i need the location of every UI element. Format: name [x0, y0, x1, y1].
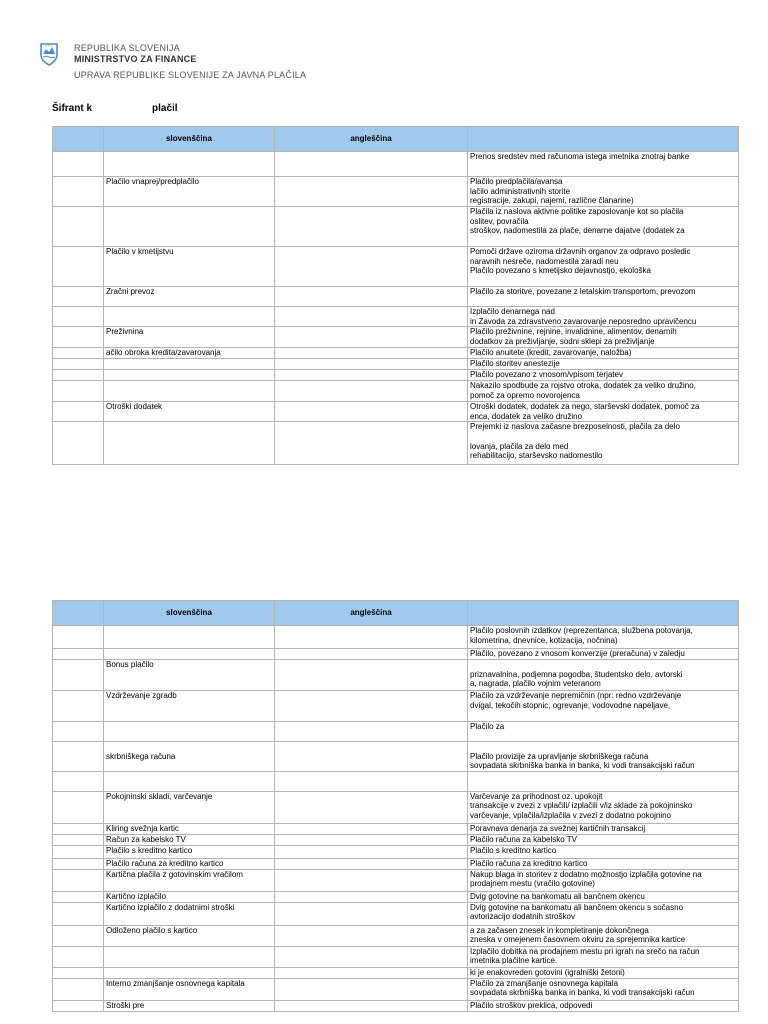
cell-code: [53, 967, 104, 978]
cell-english: [275, 381, 468, 402]
cell-description: Prejemki iz naslova začasne brezposelnosti, plačila za delo lovanja, plačila za delo med rehabilitacijo, starševsko nadomestilo: [468, 422, 739, 465]
cell-english: [275, 207, 468, 247]
cell-english: [275, 845, 468, 858]
cell-english: [275, 247, 468, 287]
cell-slovenian: skrbniškega računa: [104, 742, 275, 772]
cell-english: [275, 902, 468, 925]
cell-slovenian: Vzdrževanje zgradb: [104, 691, 275, 722]
cell-slovenian: Plačilo v kmetijstvu: [104, 247, 275, 287]
cell-english: [275, 422, 468, 465]
cell-slovenian: [104, 626, 275, 649]
cell-code: [53, 925, 104, 946]
cell-description: Plačilo za vzdrževanje nepremičnin (npr: redno vzdrževanje dvigal, tekočih stopnic, ogrevanje, vodovodne napeljave,: [468, 691, 739, 722]
cell-slovenian: Otroški dodatek: [104, 402, 275, 422]
cell-code: [53, 742, 104, 772]
header-cell-english: angleščina: [275, 601, 468, 626]
header-cell-english: angleščina: [275, 127, 468, 152]
cell-description: Plačilo računa za kreditno kartico: [468, 858, 739, 869]
cell-description: Prenos sredstev med računoma istega imetnika znotraj banke: [468, 152, 739, 177]
cell-description: Plačilo preživnine, rejnine, invalidnine, alimentov, denarnih dodatkov za preživljanje, sodni sklepi za preživljanje: [468, 327, 739, 348]
header-ministry: MINISTRSTVO ZA FINANCE: [74, 54, 197, 64]
code-table-2: [52, 600, 739, 1012]
cell-code: [53, 660, 104, 691]
cell-english: [275, 660, 468, 691]
cell-description: Plačilo anuitete (kredit, zavarovanje, naložba): [468, 348, 739, 359]
header-cell-code: [53, 127, 104, 152]
cell-code: [53, 722, 104, 742]
cell-code: [53, 823, 104, 834]
cell-description: Plačilo poslovnih izdatkov (reprezentanca, službena potovanja, kilometrina, dnevnice, kotizacija, nočnina): [468, 626, 739, 649]
cell-code: [53, 845, 104, 858]
cell-slovenian: [104, 370, 275, 381]
cell-description: Plačilo, povezano z vnosom konverzije (preračuna) v zaledju: [468, 649, 739, 660]
table-row: [53, 626, 739, 649]
cell-code: [53, 791, 104, 823]
cell-description: [468, 771, 739, 791]
page-title: [52, 103, 178, 114]
cell-code: [53, 348, 104, 359]
cell-code: [53, 978, 104, 1000]
header-country: REPUBLIKA SLOVENIJA: [74, 43, 180, 53]
cell-english: [275, 1000, 468, 1011]
cell-code: [53, 691, 104, 722]
cell-slovenian: Kartično izplačilo: [104, 891, 275, 902]
cell-english: [275, 327, 468, 348]
table-row: [53, 722, 739, 742]
cell-english: [275, 287, 468, 307]
cell-description: Poravnava denarja za svežnej kartičnih transakcij: [468, 823, 739, 834]
table-row: [53, 327, 739, 348]
code-table-1: [52, 126, 739, 465]
table-row: [53, 858, 739, 869]
cell-description: Dvig gotovine na bankomatu ali bančnem okencu: [468, 891, 739, 902]
table-row: [53, 381, 739, 402]
table-header-row: [53, 127, 739, 152]
cell-code: [53, 177, 104, 207]
table-header-row: [53, 601, 739, 626]
cell-code: [53, 359, 104, 370]
cell-code: [53, 626, 104, 649]
cell-slovenian: [104, 152, 275, 177]
cell-english: [275, 626, 468, 649]
table-row: [53, 742, 739, 772]
table-row: [53, 359, 739, 370]
cell-code: [53, 327, 104, 348]
cell-english: [275, 946, 468, 967]
cell-english: [275, 370, 468, 381]
cell-code: [53, 891, 104, 902]
table-row: [53, 902, 739, 925]
cell-code: [53, 946, 104, 967]
cell-english: [275, 978, 468, 1000]
cell-description: Dvig gotovine na bankomatu ali bančnem okencu s sočasno avtorizacijo dodatnih stroškov: [468, 902, 739, 925]
cell-english: [275, 722, 468, 742]
cell-slovenian: Zračni prevoz: [104, 287, 275, 307]
table-row: [53, 422, 739, 465]
cell-english: [275, 823, 468, 834]
letterhead: [40, 40, 340, 90]
cell-slovenian: [104, 722, 275, 742]
cell-slovenian: Plačilo računa za kreditno kartico: [104, 858, 275, 869]
cell-code: [53, 307, 104, 327]
cell-slovenian: [104, 381, 275, 402]
table-row: [53, 402, 739, 422]
header-cell-slovenian: slovenščina: [104, 601, 275, 626]
cell-english: [275, 891, 468, 902]
header-cell-code: [53, 601, 104, 626]
cell-description: Plačilo stroškov preklica, odpovedi: [468, 1000, 739, 1011]
cell-description: Plačilo za: [468, 722, 739, 742]
cell-slovenian: [104, 967, 275, 978]
table-row: [53, 177, 739, 207]
cell-slovenian: Stroški pre: [104, 1000, 275, 1011]
table-row: [53, 834, 739, 845]
cell-english: [275, 348, 468, 359]
cell-slovenian: ačilo obroka kredita/zavarovanja: [104, 348, 275, 359]
cell-english: [275, 869, 468, 891]
cell-slovenian: [104, 207, 275, 247]
cell-description: Plačilo storitev anestezije: [468, 359, 739, 370]
cell-description: a za začasen znesek in kompletiranje dokončnega zneska v omejenem časovnem okviru za sprejemnika kartice: [468, 925, 739, 946]
cell-slovenian: Pokojninski skladi, varčevanje: [104, 791, 275, 823]
table-row: [53, 823, 739, 834]
header-cell-description: [468, 601, 739, 626]
cell-english: [275, 691, 468, 722]
cell-english: [275, 967, 468, 978]
cell-code: [53, 207, 104, 247]
table-row: [53, 660, 739, 691]
cell-description: Varčevanje za prihodnost oz. upokojit transakcije v zvezi z vplačili/ izplačili v/iz sklade za pokojninsko varčevanje, vplačila/izplačila v zvezi z dodatno pokojnino: [468, 791, 739, 823]
cell-code: [53, 834, 104, 845]
cell-slovenian: [104, 649, 275, 660]
table-row: [53, 925, 739, 946]
cell-description: Otroški dodatek, dodatek za nego, starševski dodatek, pomoč za enca, dodatek za veliko družino: [468, 402, 739, 422]
cell-description: Plačilo za zmanjšanje osnovnega kapitala sovpadata skrbniška banka in banka, ki vodi transakcijski račun: [468, 978, 739, 1000]
table-row: [53, 152, 739, 177]
cell-description: priznavalnina, podjemna pogodba, študentsko delo, avtorski a, nagrada, plačilo vojnim veteranom: [468, 660, 739, 691]
cell-code: [53, 402, 104, 422]
cell-description: Izplačilo denarnega nad in Zavoda za zdravstveno zavarovanje neposredno upravičencu: [468, 307, 739, 327]
cell-code: [53, 370, 104, 381]
table-row: [53, 370, 739, 381]
cell-english: [275, 307, 468, 327]
table-row: [53, 978, 739, 1000]
cell-slovenian: Kliring svežnja kartic: [104, 823, 275, 834]
title-word-1: Šifrant k: [52, 103, 93, 114]
cell-code: [53, 1000, 104, 1011]
header-cell-description: [468, 127, 739, 152]
table-row: [53, 771, 739, 791]
cell-code: [53, 858, 104, 869]
table-row: [53, 287, 739, 307]
table-row: [53, 348, 739, 359]
cell-english: [275, 791, 468, 823]
cell-slovenian: Plačilo s kreditno kartico: [104, 845, 275, 858]
cell-slovenian: [104, 307, 275, 327]
table-row: [53, 891, 739, 902]
cell-description: Plačila iz naslova aktivne politike zaposlovanje kot so plačila oslitev, povračila stroškov, nadomestila za plače, denarne dajatve (dodatek za: [468, 207, 739, 247]
table-row: [53, 1000, 739, 1011]
cell-slovenian: Odloženo plačilo s kartico: [104, 925, 275, 946]
cell-description: Plačilo provizije za upravljanje skrbniškega računa sovpadata skrbniška banka in banka, ki vodi transakcijski račun: [468, 742, 739, 772]
table-row: [53, 845, 739, 858]
cell-code: [53, 649, 104, 660]
cell-description: Nakup blaga in storitev z dodatno možnostjo izplačila gotovine na prodajnem mestu (vračilo gotovine): [468, 869, 739, 891]
cell-slovenian: [104, 359, 275, 370]
title-word-2: plačil: [152, 103, 178, 114]
cell-description: Plačilo s kreditno kartico: [468, 845, 739, 858]
cell-description: Plačilo računa za kabelsko TV: [468, 834, 739, 845]
cell-slovenian: [104, 946, 275, 967]
header-cell-slovenian: slovenščina: [104, 127, 275, 152]
slovenia-coat-of-arms-icon: [40, 42, 58, 66]
table-row: [53, 247, 739, 287]
cell-slovenian: Kartično izplačilo z dodatnimi stroški: [104, 902, 275, 925]
table-row: [53, 307, 739, 327]
cell-english: [275, 649, 468, 660]
cell-slovenian: Interno zmanjšanje osnovnega kapitala: [104, 978, 275, 1000]
cell-slovenian: Bonus plačilo: [104, 660, 275, 691]
cell-code: [53, 902, 104, 925]
cell-english: [275, 177, 468, 207]
cell-english: [275, 925, 468, 946]
header-administration: UPRAVA REPUBLIKE SLOVENIJE ZA JAVNA PLAČILA: [74, 70, 307, 80]
cell-english: [275, 152, 468, 177]
cell-english: [275, 359, 468, 370]
cell-code: [53, 247, 104, 287]
cell-code: [53, 152, 104, 177]
cell-description: Plačilo predplačila/avansa lačilo administrativnih storite registracije, zakupi, najemi, različne članarine): [468, 177, 739, 207]
cell-english: [275, 742, 468, 772]
cell-slovenian: [104, 422, 275, 465]
cell-code: [53, 771, 104, 791]
table-row: [53, 691, 739, 722]
table-row: [53, 791, 739, 823]
table-row: [53, 946, 739, 967]
cell-english: [275, 771, 468, 791]
cell-slovenian: [104, 771, 275, 791]
cell-code: [53, 381, 104, 402]
cell-description: Nakazilo spodbude za rojstvo otroka, dodatek za veliko družino, pomoč za opremo novorojenca: [468, 381, 739, 402]
cell-description: Pomoči države oziroma državnih organov za odpravo posledic naravnih nesreče, nadomestila zaradi neu Plačilo povezano s kmetijsko dejavnostjo, ekološka: [468, 247, 739, 287]
cell-code: [53, 287, 104, 307]
cell-description: Izplačilo dobitka na prodajnem mestu pri igrah na srečo na račun imetnika plačilne kartice.: [468, 946, 739, 967]
cell-slovenian: Plačilo vnaprej/predplačilo: [104, 177, 275, 207]
cell-slovenian: Račun za kabelsko TV: [104, 834, 275, 845]
cell-english: [275, 834, 468, 845]
cell-english: [275, 858, 468, 869]
cell-slovenian: Kartična plačila z gotovinskim vračilom: [104, 869, 275, 891]
cell-code: [53, 422, 104, 465]
table-row: [53, 649, 739, 660]
cell-description: Plačilo za storitve, povezane z letalskim transportom, prevozom: [468, 287, 739, 307]
cell-description: ki je enakovreden gotovini (igralniški žetoni): [468, 967, 739, 978]
table-row: [53, 869, 739, 891]
cell-english: [275, 402, 468, 422]
cell-code: [53, 869, 104, 891]
table-row: [53, 207, 739, 247]
cell-description: Plačilo povezano z vnosom/vpisom terjatev: [468, 370, 739, 381]
cell-slovenian: Preživnina: [104, 327, 275, 348]
table-row: [53, 967, 739, 978]
